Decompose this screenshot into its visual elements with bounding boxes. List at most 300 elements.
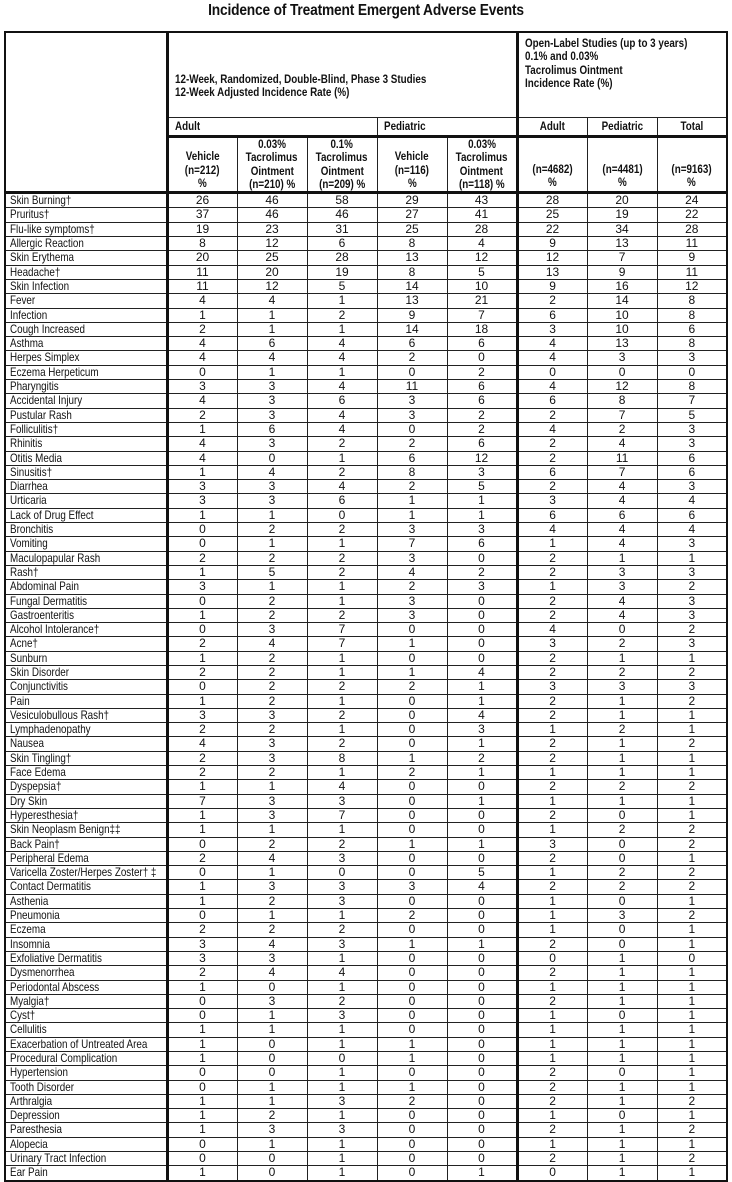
- table-row: [5, 1109, 727, 1123]
- incidence-value-cell: 2: [587, 880, 657, 894]
- incidence-value-cell: 2: [237, 723, 307, 737]
- event-name-cell: [5, 480, 167, 494]
- table-row: [5, 351, 727, 365]
- incidence-value-cell: 1: [377, 494, 447, 508]
- incidence-value-cell: 1: [167, 694, 237, 708]
- incidence-value-cell: 1: [237, 1023, 307, 1037]
- incidence-value-cell: 1: [587, 651, 657, 665]
- event-name-cell: [5, 294, 167, 308]
- incidence-value-cell: 4: [167, 451, 237, 465]
- incidence-value-cell: 9: [657, 251, 727, 265]
- incidence-value-cell: 2: [517, 665, 587, 679]
- incidence-value-cell: 1: [657, 794, 727, 808]
- incidence-value-cell: 2: [657, 694, 727, 708]
- incidence-value-cell: 1: [657, 766, 727, 780]
- incidence-value-cell: 1: [307, 294, 377, 308]
- incidence-value-cell: 9: [377, 308, 447, 322]
- incidence-value-cell: 10: [587, 308, 657, 322]
- open-label-line2: 0.1% and 0.03%: [524, 49, 598, 64]
- incidence-value-cell: 14: [377, 279, 447, 293]
- event-name-cell: [5, 322, 167, 336]
- incidence-value-cell: 0: [587, 1066, 657, 1080]
- incidence-value-cell: 2: [307, 523, 377, 537]
- column-header-line: (n=9163): [671, 161, 712, 176]
- incidence-value-cell: 0: [447, 1066, 517, 1080]
- incidence-value-cell: 1: [587, 1123, 657, 1137]
- incidence-value-cell: 0: [167, 994, 237, 1008]
- incidence-value-cell: 6: [307, 494, 377, 508]
- incidence-value-cell: 0: [307, 1052, 377, 1066]
- incidence-value-cell: 2: [657, 780, 727, 794]
- incidence-value-cell: 11: [377, 380, 447, 394]
- group-header-pediatric: Pediatric: [377, 118, 517, 137]
- table-row: [5, 322, 727, 336]
- incidence-value-cell: 3: [377, 394, 447, 408]
- incidence-value-cell: 3: [237, 408, 307, 422]
- incidence-value-cell: 0: [377, 1066, 447, 1080]
- incidence-value-cell: 0: [447, 808, 517, 822]
- event-name-cell: [5, 394, 167, 408]
- incidence-value-cell: 0: [587, 1009, 657, 1023]
- incidence-value-cell: 3: [237, 494, 307, 508]
- column-header-line: %: [198, 175, 207, 190]
- incidence-value-cell: 3: [657, 437, 727, 451]
- table-row: [5, 508, 727, 522]
- event-name: Maculopapular Rash: [10, 551, 101, 565]
- incidence-value-cell: 1: [447, 737, 517, 751]
- incidence-value-cell: 0: [447, 651, 517, 665]
- incidence-value-cell: 1: [517, 537, 587, 551]
- incidence-value-cell: 2: [237, 523, 307, 537]
- incidence-value-cell: 4: [657, 494, 727, 508]
- column-header-line: 0.03%: [258, 137, 286, 151]
- table-row: [5, 637, 727, 651]
- incidence-value-cell: 1: [447, 794, 517, 808]
- incidence-value-cell: 1: [237, 322, 307, 336]
- incidence-value-cell: 0: [167, 594, 237, 608]
- event-name-cell: [5, 265, 167, 279]
- event-name: Tooth Disorder: [10, 1080, 74, 1094]
- incidence-value-cell: 2: [517, 408, 587, 422]
- event-name-cell: [5, 880, 167, 894]
- event-name: Skin Tingling†: [10, 751, 72, 765]
- event-name-cell: [5, 708, 167, 722]
- incidence-value-cell: 2: [237, 551, 307, 565]
- incidence-value-cell: 1: [237, 823, 307, 837]
- incidence-value-cell: 1: [587, 994, 657, 1008]
- incidence-value-cell: 7: [307, 808, 377, 822]
- event-name: Skin Neoplasm Benign‡‡: [10, 822, 121, 837]
- incidence-value-cell: 1: [307, 1023, 377, 1037]
- incidence-value-cell: 1: [307, 766, 377, 780]
- incidence-value-cell: 2: [657, 1094, 727, 1108]
- incidence-value-cell: 7: [307, 623, 377, 637]
- incidence-value-cell: 1: [167, 608, 237, 622]
- incidence-value-cell: 2: [237, 766, 307, 780]
- incidence-value-cell: 2: [517, 937, 587, 951]
- incidence-value-cell: 1: [517, 1009, 587, 1023]
- event-name-cell: [5, 279, 167, 293]
- column-header-line: (n=4682): [532, 161, 573, 176]
- table-row: [5, 408, 727, 422]
- incidence-value-cell: 2: [237, 837, 307, 851]
- table-row: [5, 480, 727, 494]
- incidence-value-cell: 1: [377, 837, 447, 851]
- incidence-value-cell: 12: [517, 251, 587, 265]
- table-row: [5, 909, 727, 923]
- incidence-value-cell: 1: [657, 1137, 727, 1151]
- incidence-value-cell: 1: [587, 951, 657, 965]
- incidence-value-cell: 2: [167, 408, 237, 422]
- incidence-value-cell: 2: [517, 651, 587, 665]
- incidence-value-cell: 4: [587, 608, 657, 622]
- incidence-value-cell: 2: [167, 322, 237, 336]
- incidence-value-cell: 1: [657, 1023, 727, 1037]
- incidence-value-cell: 3: [657, 480, 727, 494]
- incidence-value-cell: 2: [587, 823, 657, 837]
- event-name: Cyst†: [10, 1008, 36, 1023]
- incidence-value-cell: 0: [377, 1152, 447, 1166]
- incidence-value-cell: 3: [307, 1094, 377, 1108]
- incidence-value-cell: 5: [447, 480, 517, 494]
- event-name-cell: [5, 723, 167, 737]
- incidence-value-cell: 1: [377, 1052, 447, 1066]
- incidence-value-cell: 3: [237, 437, 307, 451]
- incidence-value-cell: 1: [167, 1052, 237, 1066]
- event-name-cell: [5, 766, 167, 780]
- table-row: [5, 894, 727, 908]
- event-name: Ear Pain: [10, 1165, 48, 1180]
- incidence-value-cell: 1: [587, 1023, 657, 1037]
- event-name-cell: [5, 337, 167, 351]
- event-name: Dysmenorrhea: [10, 965, 75, 980]
- incidence-value-cell: 1: [517, 580, 587, 594]
- incidence-value-cell: 2: [657, 866, 727, 880]
- column-header-line: (n=210) %: [248, 176, 296, 191]
- incidence-value-cell: 4: [587, 537, 657, 551]
- event-name: Vomiting: [10, 536, 48, 551]
- incidence-value-cell: 4: [307, 966, 377, 980]
- incidence-value-cell: 2: [657, 823, 727, 837]
- incidence-value-cell: 1: [237, 508, 307, 522]
- table-row: [5, 780, 727, 794]
- incidence-value-cell: 1: [447, 680, 517, 694]
- event-name: Eczema: [10, 922, 46, 937]
- event-name-cell: [5, 494, 167, 508]
- incidence-value-cell: 2: [587, 422, 657, 436]
- incidence-value-cell: 19: [167, 222, 237, 236]
- table-row: [5, 565, 727, 579]
- incidence-value-cell: 1: [657, 980, 727, 994]
- incidence-value-cell: 3: [237, 708, 307, 722]
- incidence-value-cell: 1: [587, 1152, 657, 1166]
- incidence-value-cell: 0: [447, 1037, 517, 1051]
- incidence-value-cell: 6: [517, 394, 587, 408]
- event-name: Procedural Complication: [10, 1051, 118, 1065]
- column-header-line: %: [617, 175, 627, 190]
- incidence-value-cell: 2: [307, 308, 377, 322]
- incidence-value-cell: 23: [237, 222, 307, 236]
- table-row: [5, 551, 727, 565]
- incidence-value-cell: 4: [587, 480, 657, 494]
- incidence-value-cell: 9: [587, 265, 657, 279]
- incidence-value-cell: 6: [447, 537, 517, 551]
- incidence-value-cell: 2: [237, 651, 307, 665]
- incidence-value-cell: 3: [447, 523, 517, 537]
- incidence-value-cell: 1: [167, 823, 237, 837]
- incidence-value-cell: 2: [167, 851, 237, 865]
- incidence-value-cell: 1: [657, 808, 727, 822]
- incidence-value-cell: 2: [377, 351, 447, 365]
- incidence-value-cell: 3: [657, 537, 727, 551]
- incidence-value-cell: 20: [167, 251, 237, 265]
- incidence-value-cell: 43: [447, 193, 517, 208]
- incidence-value-cell: 4: [167, 437, 237, 451]
- incidence-value-cell: 0: [377, 1123, 447, 1137]
- event-name: Skin Infection: [10, 279, 70, 293]
- incidence-value-cell: 1: [307, 1166, 377, 1181]
- incidence-value-cell: 2: [517, 294, 587, 308]
- event-name-cell: [5, 380, 167, 394]
- incidence-value-cell: 2: [167, 766, 237, 780]
- column-header-line: 0.03%: [467, 137, 496, 151]
- event-name-cell: [5, 937, 167, 951]
- incidence-value-cell: 7: [307, 637, 377, 651]
- incidence-value-cell: 0: [377, 694, 447, 708]
- table-row: [5, 623, 727, 637]
- column-header-line: Tacrolimus: [246, 150, 298, 165]
- incidence-value-cell: 2: [517, 994, 587, 1008]
- incidence-value-cell: 0: [447, 1137, 517, 1151]
- incidence-value-cell: 2: [237, 694, 307, 708]
- incidence-value-cell: 1: [587, 1166, 657, 1181]
- incidence-value-cell: 1: [167, 308, 237, 322]
- event-name-cell: [5, 894, 167, 908]
- incidence-value-cell: 29: [377, 193, 447, 208]
- incidence-value-cell: 7: [587, 408, 657, 422]
- incidence-value-cell: 1: [447, 694, 517, 708]
- incidence-value-cell: 11: [657, 237, 727, 251]
- incidence-value-cell: 4: [517, 523, 587, 537]
- incidence-value-cell: 19: [307, 265, 377, 279]
- incidence-value-cell: 8: [377, 465, 447, 479]
- incidence-value-cell: 2: [517, 780, 587, 794]
- incidence-value-cell: 1: [657, 937, 727, 951]
- incidence-value-cell: 1: [657, 1066, 727, 1080]
- incidence-value-cell: 1: [167, 980, 237, 994]
- incidence-value-cell: 0: [587, 1109, 657, 1123]
- incidence-value-cell: 2: [657, 737, 727, 751]
- event-name: Myalgia†: [10, 994, 50, 1008]
- incidence-value-cell: 4: [447, 237, 517, 251]
- incidence-value-cell: 4: [237, 937, 307, 951]
- incidence-value-cell: 1: [237, 909, 307, 923]
- incidence-value-cell: 4: [447, 880, 517, 894]
- incidence-value-cell: 25: [237, 251, 307, 265]
- table-row: [5, 208, 727, 222]
- incidence-value-cell: 28: [307, 251, 377, 265]
- incidence-value-cell: 1: [657, 994, 727, 1008]
- incidence-value-cell: 2: [307, 923, 377, 937]
- incidence-value-cell: 0: [657, 951, 727, 965]
- table-row: [5, 380, 727, 394]
- incidence-value-cell: 1: [657, 1037, 727, 1051]
- incidence-value-cell: 2: [657, 623, 727, 637]
- incidence-value-cell: 6: [307, 237, 377, 251]
- incidence-value-cell: 3: [307, 894, 377, 908]
- incidence-value-cell: 1: [657, 708, 727, 722]
- event-name: Nausea: [10, 736, 44, 751]
- incidence-value-cell: 2: [167, 637, 237, 651]
- incidence-value-cell: 1: [307, 1109, 377, 1123]
- incidence-value-cell: 3: [167, 937, 237, 951]
- event-name-cell: [5, 1166, 167, 1181]
- incidence-value-cell: 2: [517, 1066, 587, 1080]
- event-name: Back Pain†: [10, 837, 60, 851]
- incidence-value-cell: 2: [377, 1094, 447, 1108]
- incidence-value-cell: 19: [587, 208, 657, 222]
- incidence-value-cell: 2: [517, 1152, 587, 1166]
- event-name: Gastroenteritis: [10, 608, 74, 622]
- incidence-value-cell: 12: [237, 237, 307, 251]
- incidence-value-cell: 1: [587, 980, 657, 994]
- column-header: [517, 137, 587, 193]
- incidence-value-cell: 7: [167, 794, 237, 808]
- incidence-value-cell: 8: [657, 308, 727, 322]
- column-header-line: Tacrolimus: [316, 150, 368, 165]
- incidence-value-cell: 2: [587, 723, 657, 737]
- incidence-value-cell: 0: [587, 937, 657, 951]
- double-blind-line2: 12-Week Adjusted Incidence Rate (%): [174, 85, 349, 99]
- incidence-value-cell: 6: [517, 508, 587, 522]
- incidence-value-cell: 3: [657, 565, 727, 579]
- event-name-cell: [5, 1137, 167, 1151]
- incidence-value-cell: 2: [517, 608, 587, 622]
- incidence-value-cell: 1: [587, 1137, 657, 1151]
- incidence-value-cell: 3: [517, 637, 587, 651]
- table-row: [5, 308, 727, 322]
- event-name-cell: [5, 651, 167, 665]
- incidence-value-cell: 1: [167, 1123, 237, 1137]
- incidence-value-cell: 2: [167, 551, 237, 565]
- incidence-value-cell: 1: [307, 322, 377, 336]
- group-header-ol-adult: Adult: [517, 118, 587, 137]
- column-header: [307, 137, 377, 193]
- incidence-value-cell: 0: [447, 923, 517, 937]
- incidence-value-cell: 2: [167, 723, 237, 737]
- incidence-value-cell: 2: [167, 966, 237, 980]
- column-header-line: (n=209) %: [318, 176, 366, 191]
- event-name: Folliculitis†: [10, 422, 59, 436]
- incidence-value-cell: 1: [307, 451, 377, 465]
- incidence-value-cell: 6: [657, 451, 727, 465]
- incidence-value-cell: 0: [377, 794, 447, 808]
- incidence-value-cell: 1: [237, 1137, 307, 1151]
- incidence-value-cell: 2: [237, 608, 307, 622]
- incidence-value-cell: 6: [447, 337, 517, 351]
- event-name: Rhinitis: [10, 436, 43, 451]
- table-row: [5, 808, 727, 822]
- table-row: [5, 465, 727, 479]
- incidence-value-cell: 0: [447, 980, 517, 994]
- incidence-value-cell: 1: [657, 923, 727, 937]
- event-name-cell: [5, 980, 167, 994]
- table-row: [5, 737, 727, 751]
- event-name-cell: [5, 523, 167, 537]
- incidence-value-cell: 2: [517, 708, 587, 722]
- event-name: Dry Skin: [10, 794, 48, 808]
- incidence-value-cell: 4: [587, 494, 657, 508]
- incidence-value-cell: 8: [657, 337, 727, 351]
- incidence-value-cell: 3: [377, 880, 447, 894]
- incidence-value-cell: 1: [167, 422, 237, 436]
- incidence-value-cell: 2: [377, 680, 447, 694]
- column-header-line: 0.1%: [330, 137, 354, 151]
- incidence-value-cell: 0: [377, 808, 447, 822]
- incidence-value-cell: 0: [377, 994, 447, 1008]
- incidence-value-cell: 0: [167, 1066, 237, 1080]
- incidence-value-cell: 7: [447, 308, 517, 322]
- incidence-value-cell: 1: [587, 1080, 657, 1094]
- event-name-cell: [5, 680, 167, 694]
- event-name: Pustular Rash: [10, 408, 72, 422]
- incidence-value-cell: 2: [587, 637, 657, 651]
- event-name-cell: [5, 1037, 167, 1051]
- table-row: [5, 1166, 727, 1181]
- incidence-value-cell: 3: [517, 494, 587, 508]
- incidence-value-cell: 3: [377, 594, 447, 608]
- column-header-line: %: [407, 175, 417, 190]
- table-header: [5, 32, 727, 193]
- incidence-value-cell: 4: [307, 422, 377, 436]
- incidence-value-cell: 1: [167, 1037, 237, 1051]
- event-name: Sunburn: [10, 651, 48, 665]
- incidence-value-cell: 7: [377, 537, 447, 551]
- incidence-value-cell: 1: [587, 1037, 657, 1051]
- incidence-value-cell: 0: [237, 451, 307, 465]
- table-row: [5, 766, 727, 780]
- incidence-value-cell: 1: [377, 665, 447, 679]
- incidence-value-cell: 0: [447, 851, 517, 865]
- incidence-value-cell: 2: [657, 580, 727, 594]
- event-name: Peripheral Edema: [10, 851, 89, 865]
- incidence-value-cell: 4: [307, 408, 377, 422]
- incidence-value-cell: 6: [587, 508, 657, 522]
- incidence-value-cell: 12: [447, 451, 517, 465]
- incidence-value-cell: 0: [237, 1166, 307, 1181]
- event-name: Infection: [10, 308, 48, 322]
- incidence-value-cell: 4: [237, 465, 307, 479]
- event-name: Insomnia: [10, 937, 50, 951]
- table-title: Incidence of Treatment Emergent Adverse Events: [208, 2, 524, 19]
- table-row: [5, 594, 727, 608]
- incidence-value-cell: 2: [167, 751, 237, 765]
- incidence-value-cell: 1: [657, 966, 727, 980]
- incidence-value-cell: 3: [237, 737, 307, 751]
- incidence-value-cell: 5: [307, 279, 377, 293]
- incidence-value-cell: 4: [587, 437, 657, 451]
- incidence-value-cell: 46: [307, 208, 377, 222]
- incidence-value-cell: 18: [447, 322, 517, 336]
- event-name: Acne†: [10, 636, 38, 651]
- incidence-value-cell: 0: [167, 866, 237, 880]
- incidence-value-cell: 1: [237, 1080, 307, 1094]
- group-header-ol-pediatric: Pediatric: [587, 118, 657, 137]
- column-header: [657, 137, 727, 193]
- incidence-value-cell: 6: [307, 394, 377, 408]
- incidence-value-cell: 13: [377, 251, 447, 265]
- table-row: [5, 951, 727, 965]
